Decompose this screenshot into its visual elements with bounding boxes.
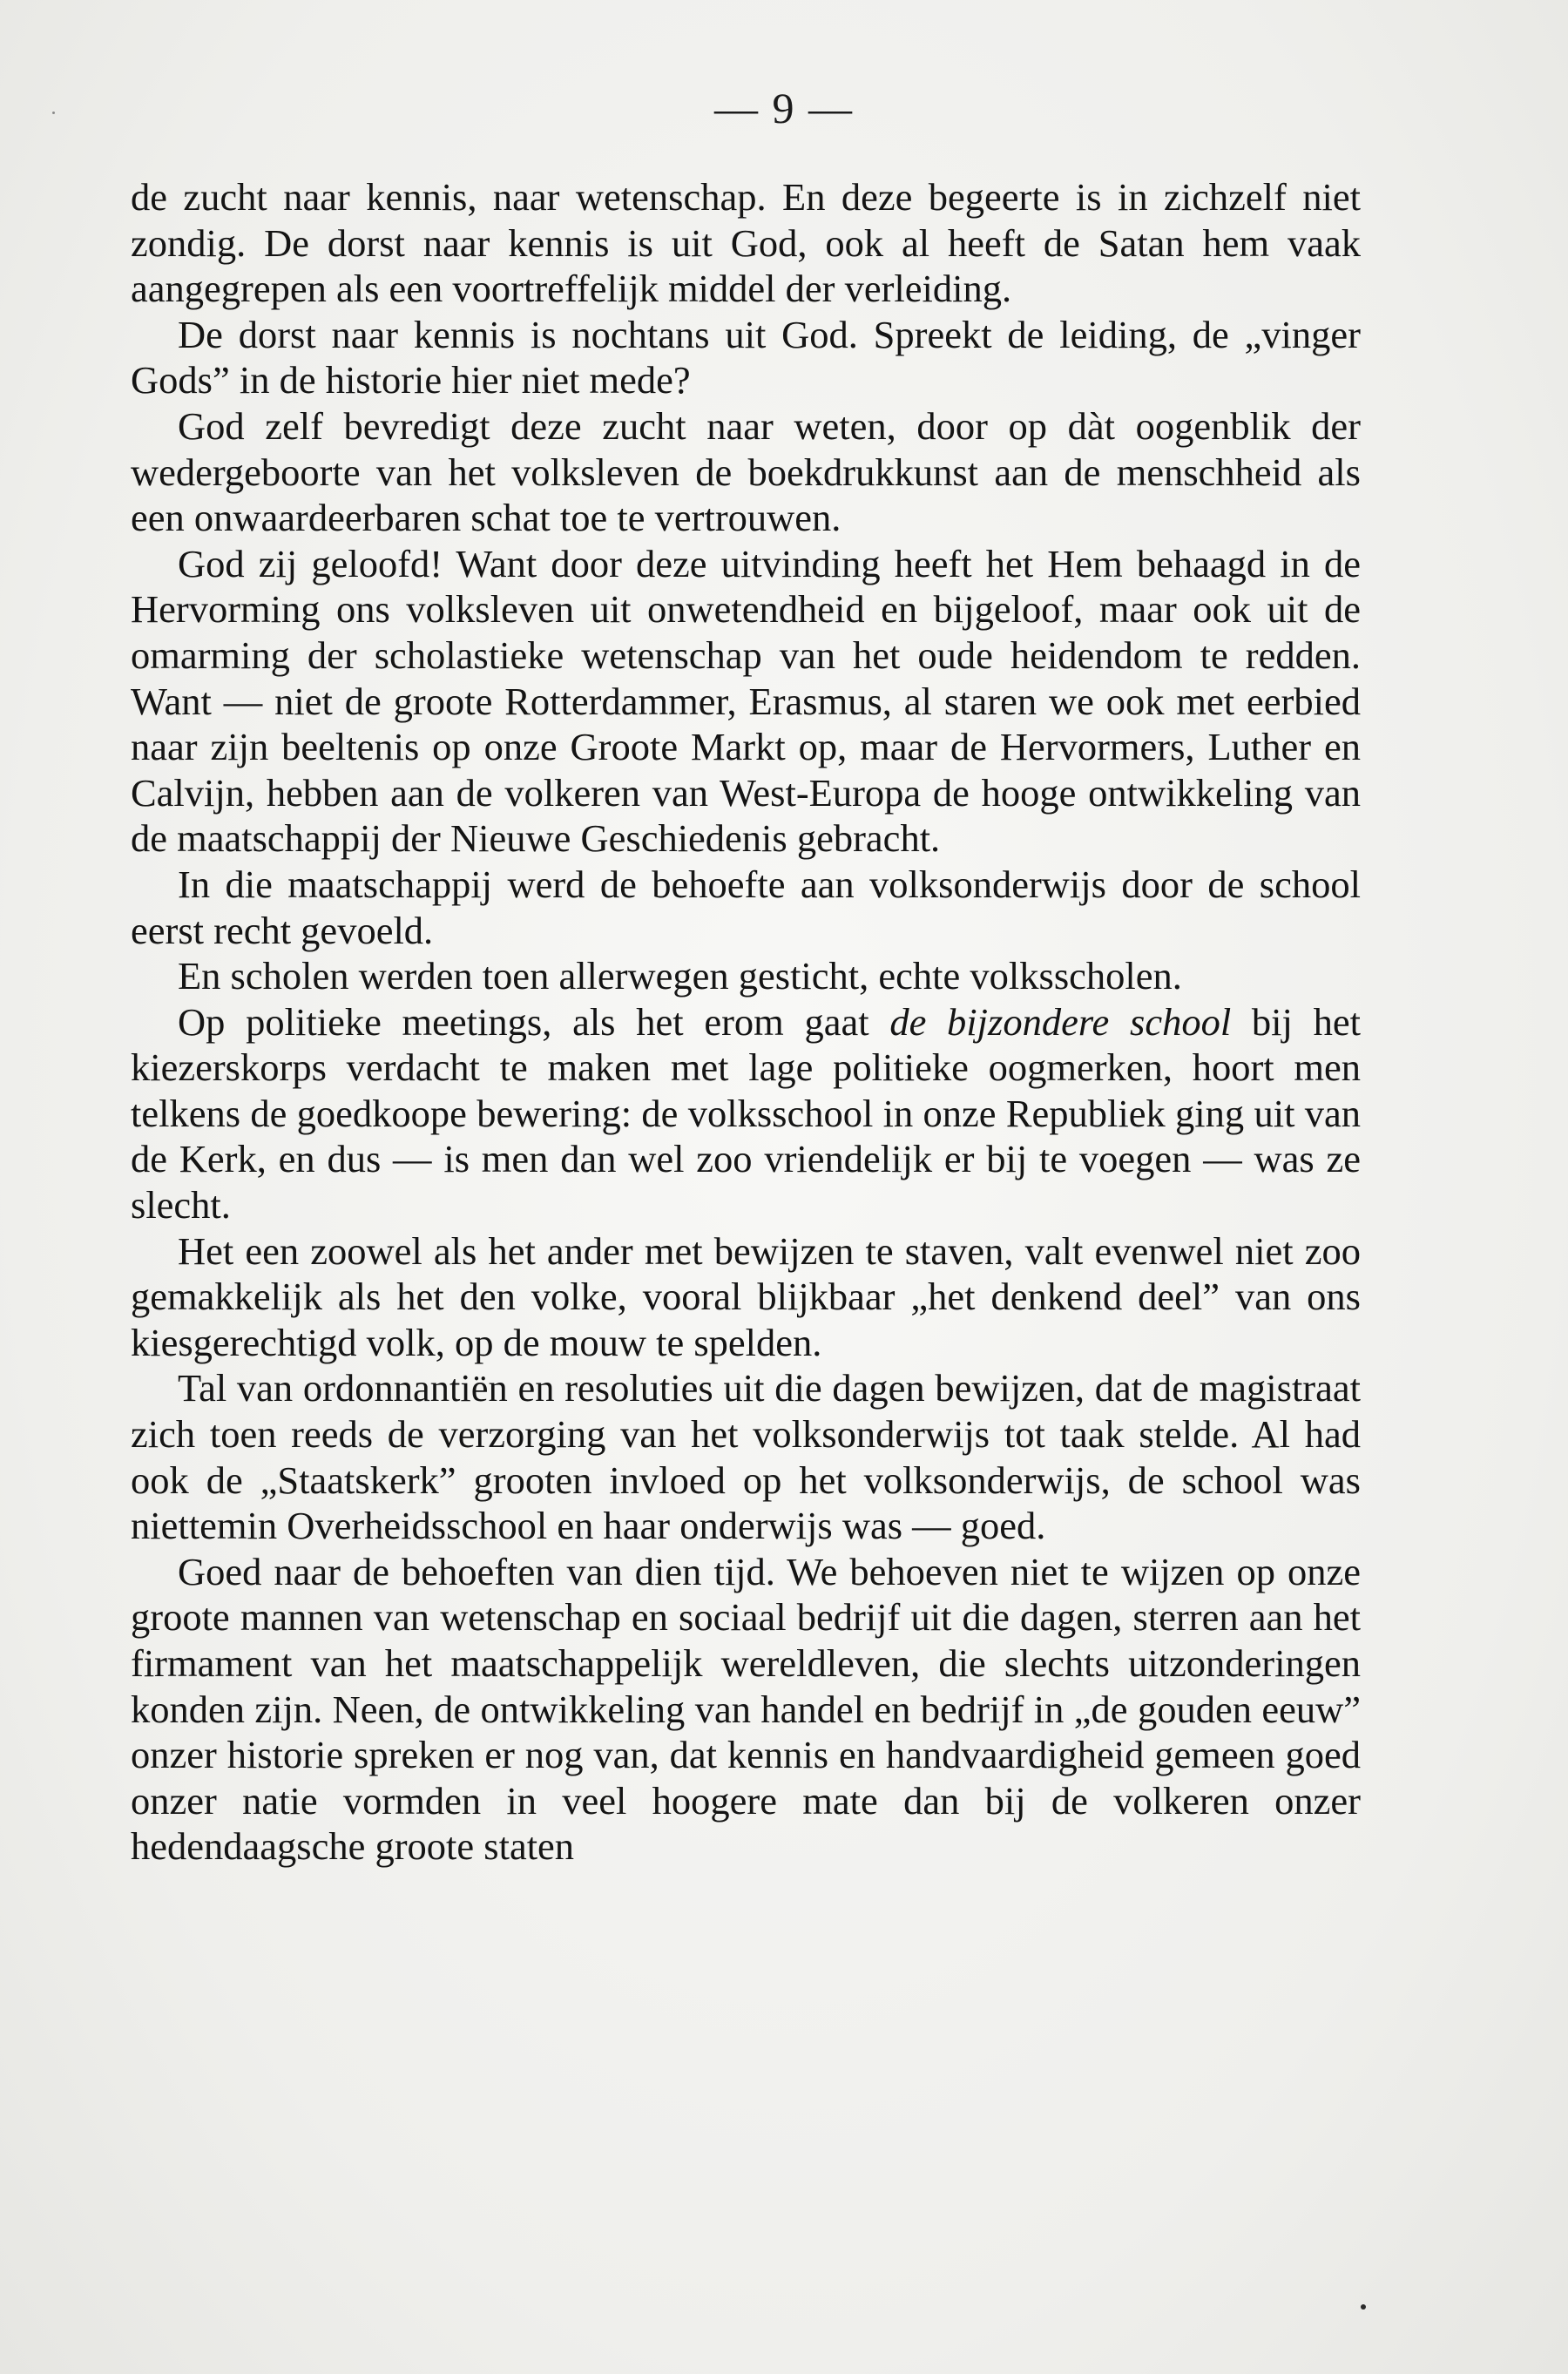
paragraph-7-text-after: bij het kiezerskorps verdacht te maken met lage politieke oogmerken, hoort men telkens de goedkoope bewering: de volksschool in onze Republiek ging uit van de Kerk, en dus — is men dan wel zoo vriendelijk er bij te voegen — was ze slecht.	[131, 999, 1361, 1228]
paragraph-1: de zucht naar kennis, naar wetenschap. En deze begeerte is in zichzelf niet zondig. De dorst naar kennis is uit God, ook al heeft de Satan hem vaak aangegrepen als een voortreffelijk middel der verleiding.	[131, 175, 1361, 311]
paragraph-2: De dorst naar kennis is nochtans uit God. Spreekt de leiding, de „vinger Gods” in de historie hier niet mede?	[131, 312, 1361, 402]
paragraph-3: God zelf bevredigt deze zucht naar weten, door op dàt oogenblik der wedergeboorte van het volksleven de boekdrukkunst aan de menschheid als een onwaardeerbaren schat toe te vertrouwen.	[131, 403, 1361, 540]
paragraph-5: In die maatschappij werd de behoefte aan volksonderwijs door de school eerst recht gevoeld.	[131, 862, 1361, 952]
ink-speck	[1361, 2304, 1366, 2310]
paragraph-8: Het een zoowel als het ander met bewijzen te staven, valt evenwel niet zoo gemakkelijk als het den volke, vooral blijkbaar „het denkend deel” van ons kiesgerechtigd volk, op de mouw te spelden.	[131, 1228, 1361, 1364]
ink-speck	[52, 112, 55, 114]
body-text	[131, 174, 1361, 1870]
italic-phrase: de bijzondere school	[889, 999, 1232, 1044]
paragraph-10: Goed naar de behoeften van dien tijd. We behoeven niet te wijzen op onze groote mannen van wetenschap en sociaal bedrijf uit die dagen, sterren aan het firmament van het maatschappelijk wereldleven, die slechts uitzonderingen konden zijn. Neen, de ontwikkeling van handel en bedrijf in „de gouden eeuw” onzer historie spreken er nog van, dat kennis en handvaardigheid gemeen goed onzer natie vormden in veel hoogere mate dan bij de volkeren onzer hedendaagsche groote staten	[131, 1549, 1361, 1869]
paragraph-7	[131, 999, 1361, 1228]
paragraph-4: God zij geloofd! Want door deze uitvinding heeft het Hem behaagd in de Hervorming ons volksleven uit onwetendheid en bijgeloof, maar ook uit de omarming der scholastieke wetenschap van het oude heidendom te redden. Want — niet de groote Rotterdammer, Erasmus, al staren we ook met eerbied naar zijn beeltenis op onze Groote Markt op, maar de Hervormers, Luther en Calvijn, hebben aan de volkeren van West-Europa de hooge ontwikkeling van de maatschappij der Nieuwe Geschiedenis gebracht.	[131, 541, 1361, 861]
page-number: — 9 —	[714, 84, 854, 132]
paragraph-7-text-before: Op politieke meetings, als het erom gaat	[178, 999, 890, 1044]
paragraph-9: Tal van ordonnantiën en resoluties uit die dagen bewijzen, dat de magistraat zich toen reeds de verzorging van het volksonderwijs tot taak stelde. Al had ook de „Staatskerk” grooten invloed op het volksonderwijs, de school was niettemin Overheidsschool en haar onderwijs was — goed.	[131, 1366, 1361, 1548]
paragraph-6: En scholen werden toen allerwegen gesticht, echte volksscholen.	[178, 954, 1182, 998]
